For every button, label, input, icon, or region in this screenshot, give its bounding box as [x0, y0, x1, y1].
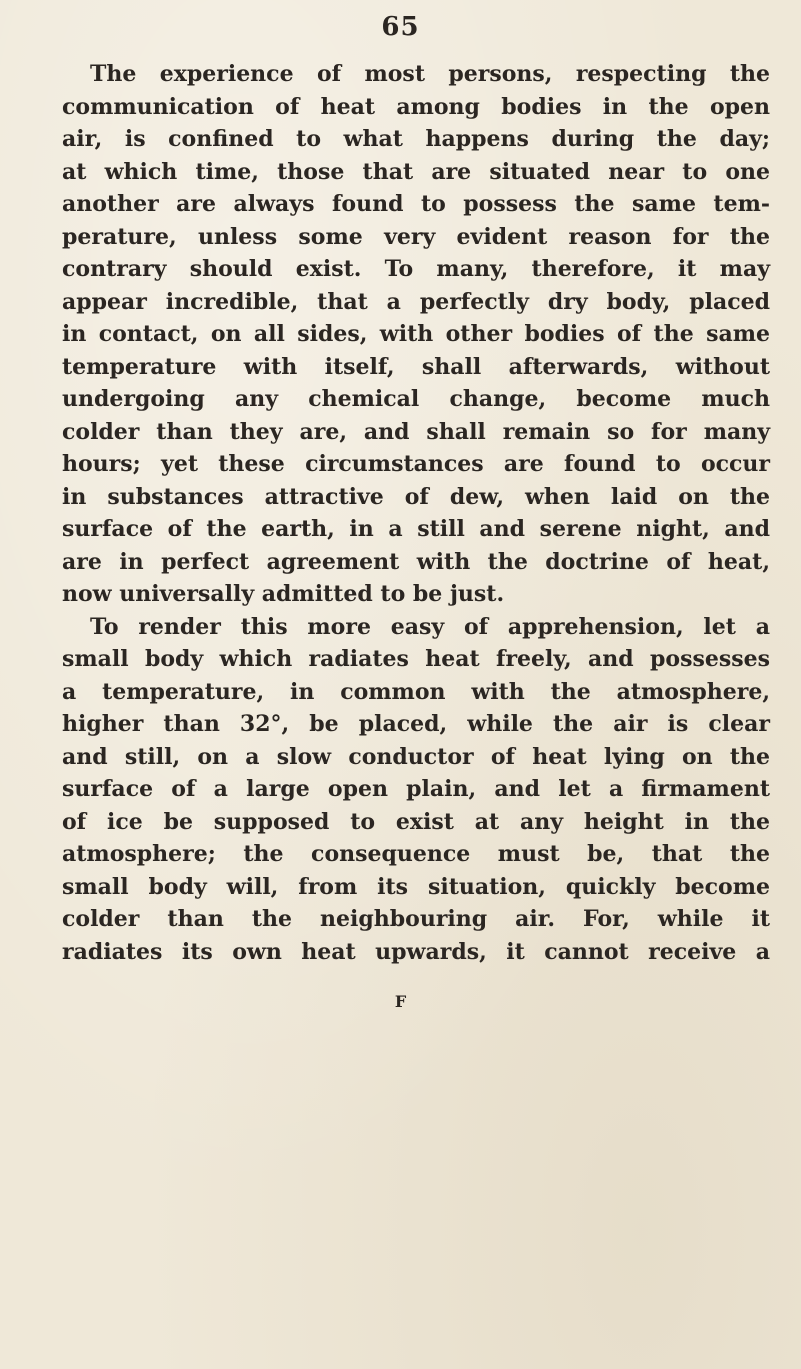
text-line: hours; yet these circumstances are found to occur [62, 451, 770, 477]
text-line: To render this more easy of apprehension, let a [90, 613, 770, 640]
text-line: temperature with itself, shall afterwards, without [62, 353, 770, 380]
text-line: of ice be supposed to exist at any height in the [62, 808, 770, 835]
text-line: radiates its own heat upwards, it cannot receive a [62, 938, 770, 965]
text-line: another are always found to possess the same tem- [62, 191, 770, 217]
text-line: perature, unless some very evident reason for the [62, 223, 770, 250]
text-line: now universally admitted to be just. [62, 581, 505, 607]
text-line: at which time, those that are situated near to one [62, 158, 770, 185]
text-line: colder than they are, and shall remain so for many [62, 418, 770, 445]
text-line: surface of a large open plain, and let a firmament [62, 776, 770, 802]
body-text [62, 58, 770, 968]
text-line: communication of heat among bodies in the open [62, 93, 770, 120]
text-line: atmosphere; the consequence must be, that the [62, 841, 770, 867]
text-line: undergoing any chemical change, become much [62, 386, 770, 412]
text-line: contrary should exist. To many, therefore, it may [62, 256, 770, 282]
text-line: in substances attractive of dew, when laid on the [62, 483, 770, 510]
text-line: appear incredible, that a perfectly dry body, placed [62, 288, 770, 315]
text-line: air, is confined to what happens during the day; [62, 126, 770, 152]
text-line: higher than 32°, be placed, while the air is clear [62, 711, 770, 737]
text-line: surface of the earth, in a still and serene night, and [62, 516, 770, 542]
text-line: small body which radiates heat freely, and possesses [62, 646, 770, 672]
text-line: The experience of most persons, respecting the [90, 61, 770, 87]
text-line: are in perfect agreement with the doctrine of heat, [62, 548, 770, 575]
page-number: 65 [381, 12, 420, 42]
text-line: a temperature, in common with the atmosphere, [62, 678, 770, 705]
text-line: small body will, from its situation, quickly become [62, 873, 770, 900]
text-line: in contact, on all sides, with other bodies of the same [62, 321, 770, 347]
signature-mark: F [394, 992, 407, 1011]
text-line: colder than the neighbouring air. For, while it [62, 906, 770, 932]
text-line: and still, on a slow conductor of heat lying on the [62, 743, 770, 770]
